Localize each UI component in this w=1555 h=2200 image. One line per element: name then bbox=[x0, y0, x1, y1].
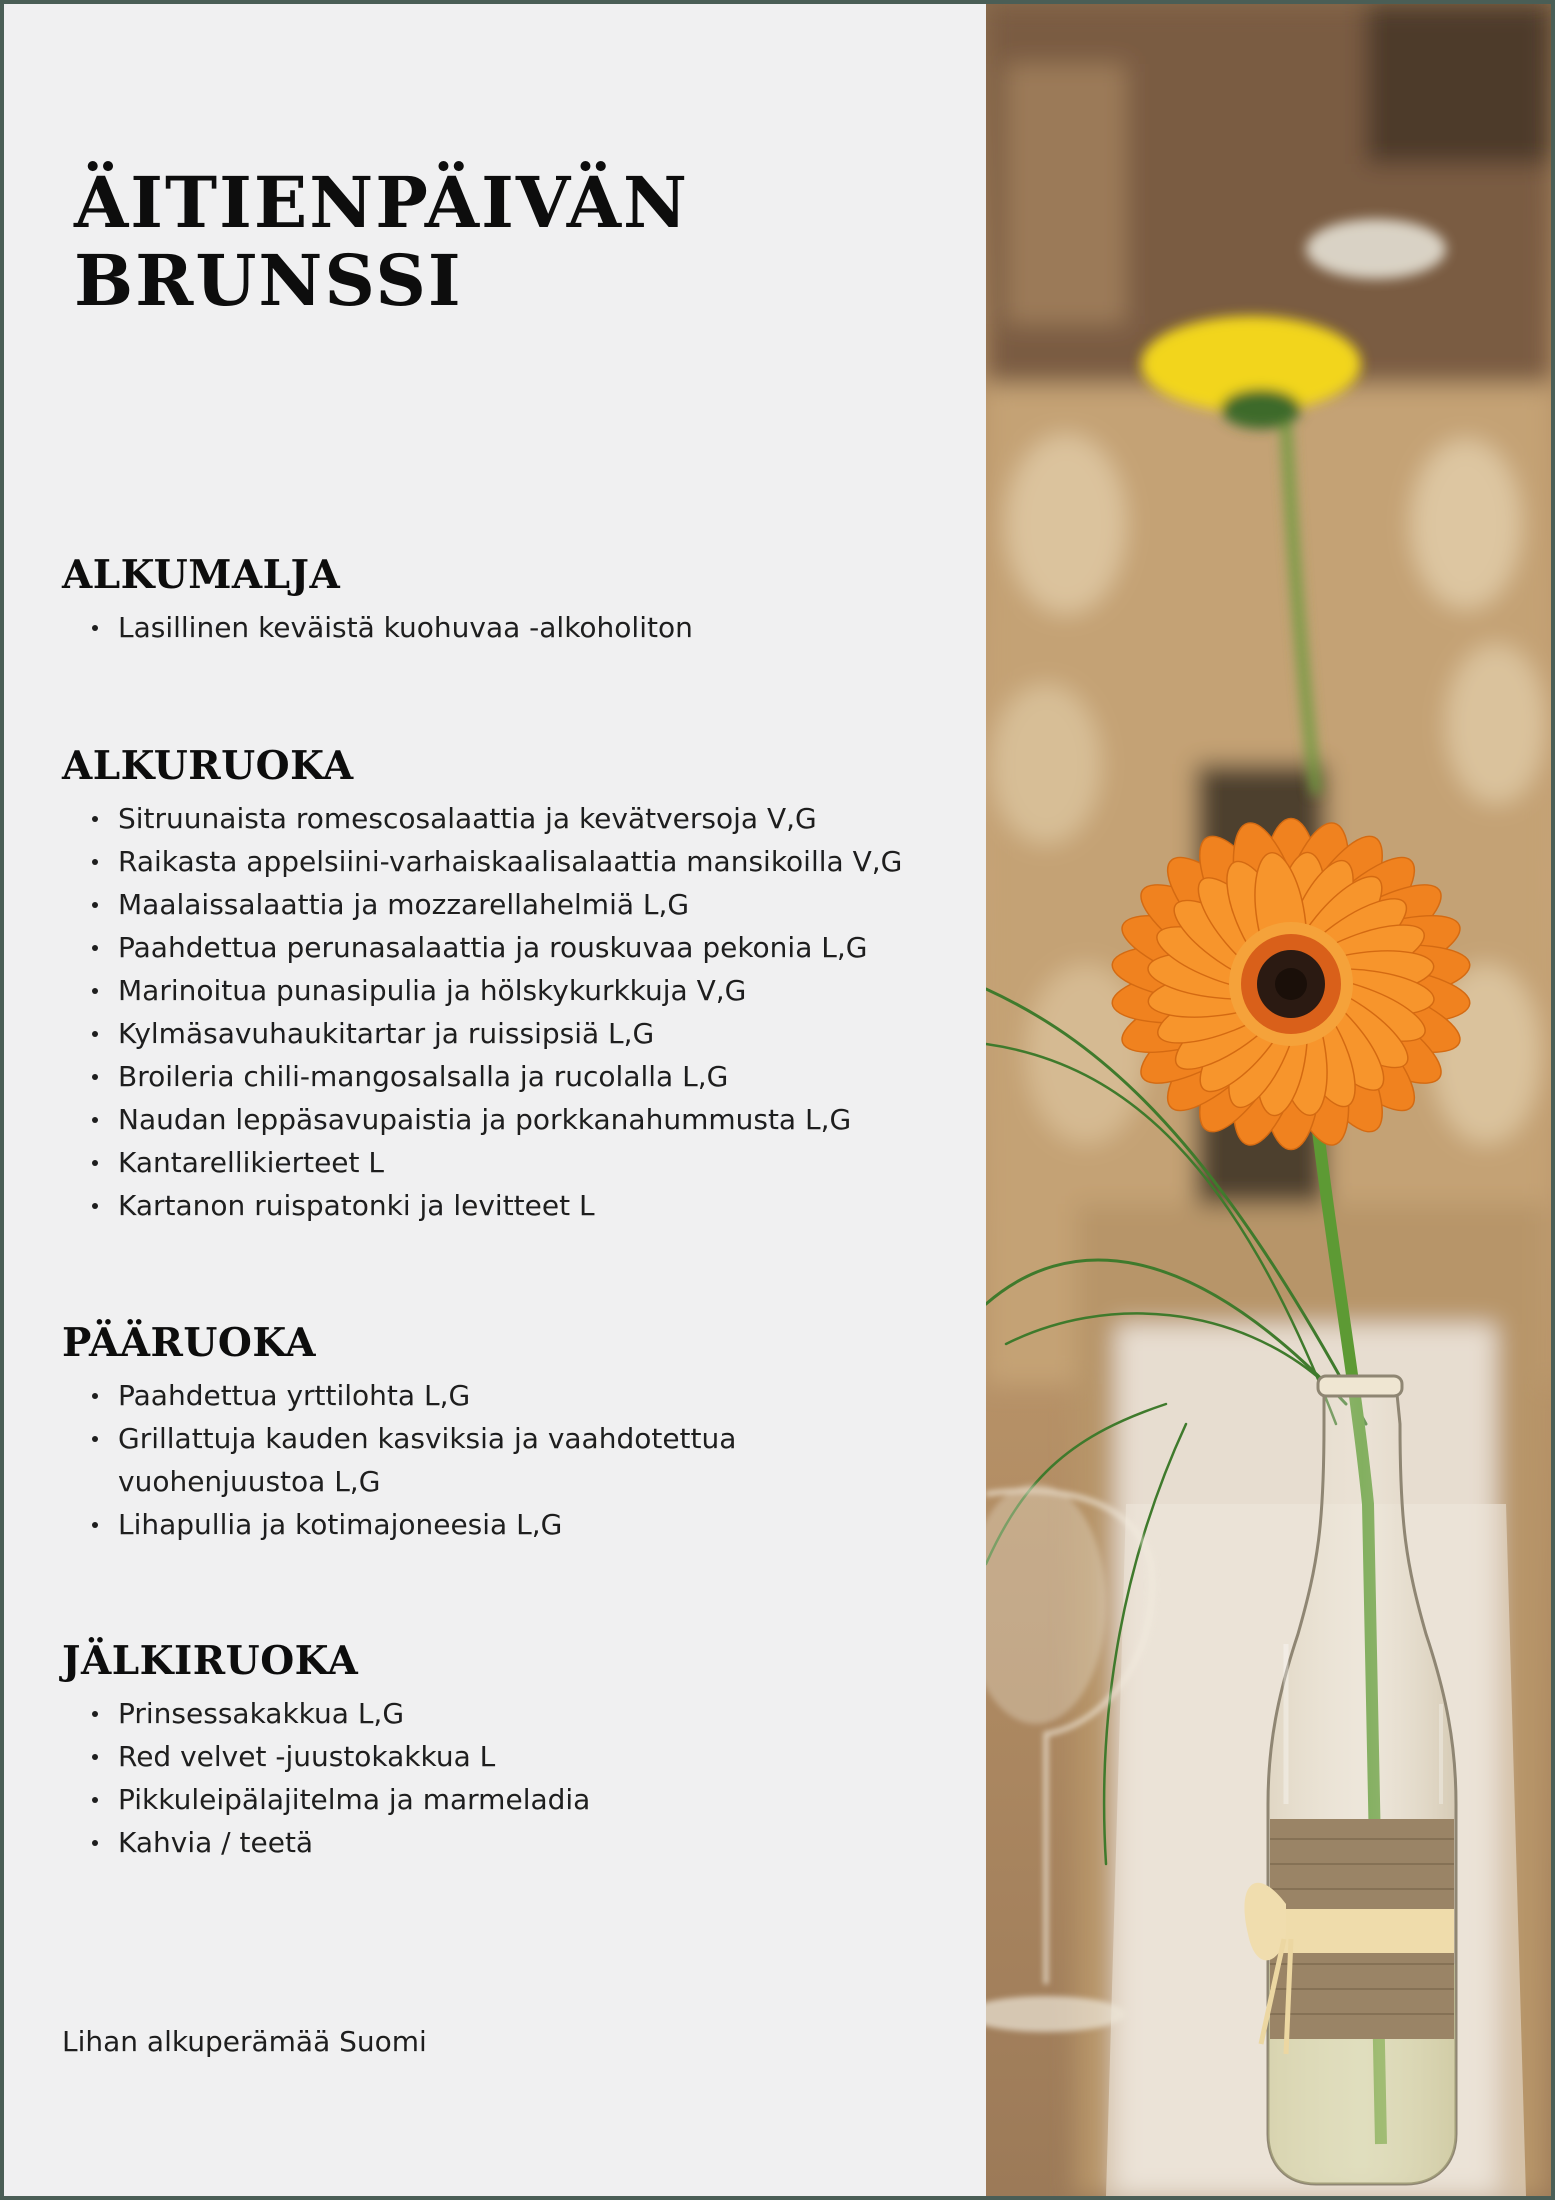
section-alkumalja bbox=[62, 552, 982, 649]
list-item: Kantarellikierteet L bbox=[62, 1141, 982, 1184]
list-item: Pikkuleipälajitelma ja marmeladia bbox=[62, 1778, 982, 1821]
menu-page bbox=[4, 4, 1551, 2196]
section-heading: JÄLKIRUOKA bbox=[62, 1638, 359, 1684]
list-item: Sitruunaista romescosalaattia ja kevätversoja V,G bbox=[62, 797, 982, 840]
list-item: Paahdettua perunasalaattia ja rouskuvaa pekonia L,G bbox=[62, 926, 982, 969]
flower-photo bbox=[986, 4, 1551, 2196]
list-item: Paahdettua yrttilohta L,G bbox=[62, 1374, 822, 1417]
menu-list bbox=[62, 1692, 982, 1864]
flower-illustration bbox=[986, 4, 1551, 2196]
list-item: Marinoitua punasipulia ja hölskykurkkuja V,G bbox=[62, 969, 982, 1012]
section-jalkiruoka bbox=[62, 1638, 982, 1864]
title-line-2: BRUNSSI bbox=[74, 239, 463, 322]
menu-list bbox=[62, 606, 982, 649]
section-alkuruoka bbox=[62, 743, 982, 1227]
page-title bbox=[74, 161, 690, 322]
list-item: Red velvet -juustokakkua L bbox=[62, 1735, 982, 1778]
list-item: Raikasta appelsiini-varhaiskaalisalaattia mansikoilla V,G bbox=[62, 840, 982, 883]
menu-panel bbox=[4, 4, 986, 2196]
section-heading: ALKURUOKA bbox=[62, 743, 354, 789]
section-heading: ALKUMALJA bbox=[62, 552, 341, 598]
list-item: Kylmäsavuhaukitartar ja ruissipsiä L,G bbox=[62, 1012, 982, 1055]
list-item: Maalaissalaattia ja mozzarellahelmiä L,G bbox=[62, 883, 982, 926]
list-item: Grillattuja kauden kasviksia ja vaahdotettua vuohenjuustoa L,G bbox=[62, 1417, 822, 1503]
menu-list bbox=[62, 797, 982, 1227]
list-item: Lasillinen keväistä kuohuvaa -alkoholiton bbox=[62, 606, 982, 649]
meat-origin-note: Lihan alkuperämää Suomi bbox=[62, 2025, 427, 2058]
list-item: Kahvia / teetä bbox=[62, 1821, 982, 1864]
list-item: Prinsessakakkua L,G bbox=[62, 1692, 982, 1735]
section-paaruoka bbox=[62, 1320, 822, 1546]
list-item: Lihapullia ja kotimajoneesia L,G bbox=[62, 1503, 822, 1546]
section-heading: PÄÄRUOKA bbox=[62, 1320, 316, 1366]
list-item: Broileria chili-mangosalsalla ja rucolalla L,G bbox=[62, 1055, 982, 1098]
list-item: Naudan leppäsavupaistia ja porkkanahummusta L,G bbox=[62, 1098, 982, 1141]
menu-list bbox=[62, 1374, 822, 1546]
list-item: Kartanon ruispatonki ja levitteet L bbox=[62, 1184, 982, 1227]
title-line-1: ÄITIENPÄIVÄN bbox=[74, 161, 690, 244]
